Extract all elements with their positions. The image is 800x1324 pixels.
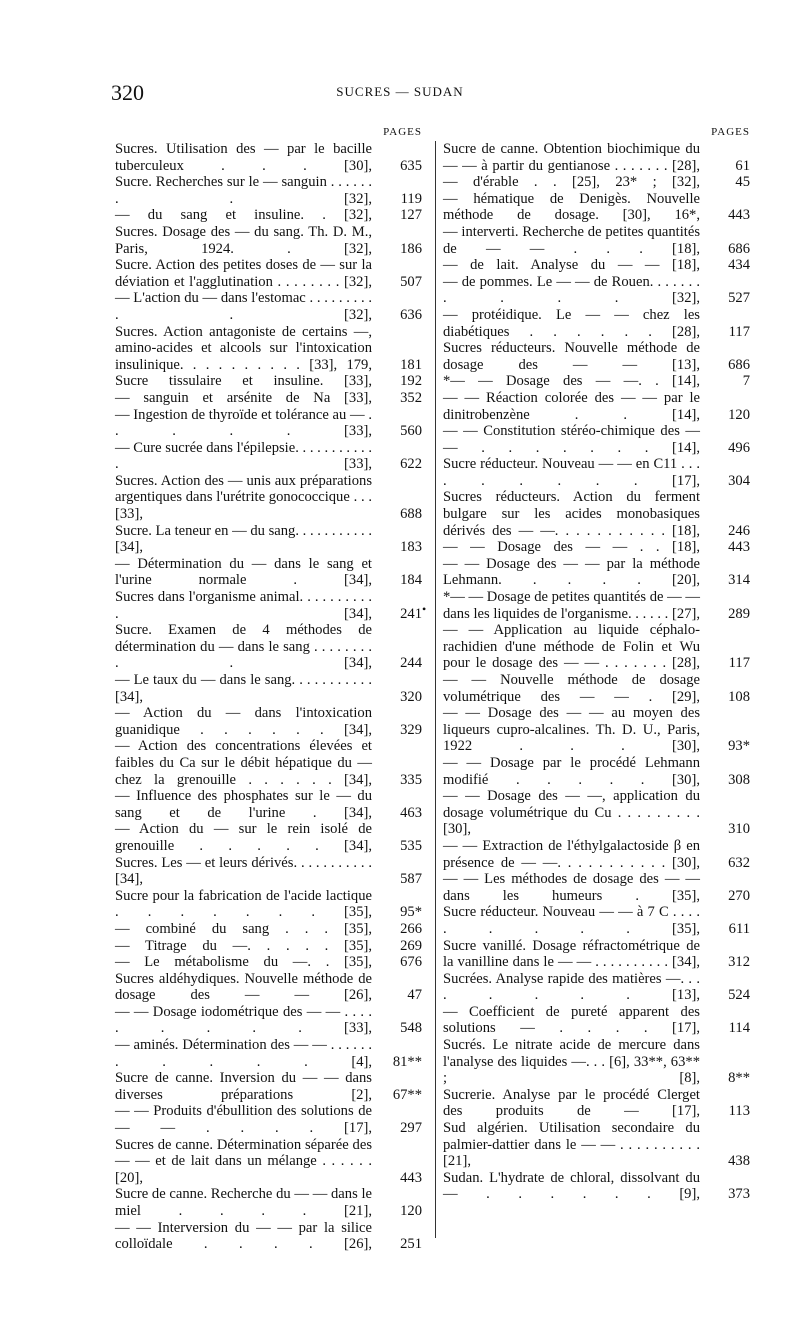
- entry-text: — — Les méthodes de dosage des — — dans les humeurs . [35],: [443, 871, 700, 904]
- entry-text: Sucre tissulaire et insuline. [33],: [115, 373, 372, 390]
- entry-page-number: 310: [728, 821, 750, 838]
- entry-page-number: 241: [400, 605, 422, 622]
- index-entry: [443, 971, 750, 1004]
- entry-page-number: 8**: [728, 1070, 750, 1087]
- entry-page-number: 434: [728, 257, 750, 274]
- index-entries: [115, 141, 422, 1253]
- entry-page-number: 524: [728, 987, 750, 1004]
- entry-text: Sucre. Action des petites doses de — sur la déviation et l'agglutination . . . . . . . . [32],: [115, 257, 372, 290]
- index-entry: [115, 407, 422, 440]
- entry-text: Sucre vanillé. Dosage réfractométrique de la vanilline dans le — — . . . . . . . . . . [34],: [443, 937, 700, 971]
- entry-text: Sucre de canne. Obtention biochimique du — — à partir du gentianose . . . . . . . [28],: [443, 141, 700, 174]
- index-entry: [115, 738, 422, 788]
- entry-text: Sucres. Action des — unis aux préparations argentiques dans l'urétrite gonococcique . . . [33],: [115, 472, 372, 523]
- entry-page-number: 622: [400, 456, 422, 473]
- column-divider: [435, 141, 436, 1238]
- index-entry: [443, 340, 750, 373]
- pages-column-label: PAGES: [711, 126, 750, 138]
- entry-page-number: 67**: [392, 1086, 422, 1103]
- entry-text: — — Nouvelle méthode de dosage volumétrique des — — . [29],: [443, 672, 700, 705]
- entry-page-number: 587: [400, 871, 422, 888]
- entry-text: *— — Dosage des — —. . [14],: [443, 373, 700, 390]
- entry-page-number: 335: [400, 771, 422, 788]
- entry-page-number: 244: [400, 655, 422, 672]
- entry-text: Sucrés. Le nitrate acide de mercure dans l'analyse des liquides —. . . [6], 33**, 63** ; [8],: [443, 1037, 700, 1087]
- pages-column-label: PAGES: [383, 126, 422, 138]
- entry-page-number: 7: [742, 373, 750, 390]
- entry-page-number: 611: [728, 920, 750, 937]
- index-entry: [443, 257, 750, 274]
- index-entry: [115, 324, 422, 374]
- entry-text: — Titrage du —. . . . . [35],: [115, 937, 372, 954]
- entry-page-number: 304: [728, 472, 750, 489]
- entry-text: — — Dosage par le procédé Lehmann modifié . . . . . [30],: [443, 754, 700, 788]
- entry-page-number: 438: [728, 1153, 750, 1170]
- index-column-right: [443, 124, 750, 1203]
- entry-text: Sucrerie. Analyse par le procédé Clerget des produits de — [17],: [443, 1086, 700, 1120]
- entry-text: *— — Dosage de petites quantités de — — dans les liquides de l'organisme. . . . . . [27],: [443, 589, 700, 622]
- entry-page-number: 314: [728, 572, 750, 589]
- index-entry: [115, 473, 422, 523]
- entry-page-number: 184: [400, 572, 422, 589]
- entry-page-number: 443: [728, 539, 750, 556]
- index-entry: [115, 672, 422, 705]
- entry-page-number: 113: [728, 1103, 750, 1120]
- entry-text: — de lait. Analyse du — — [18],: [443, 257, 700, 274]
- index-entry: [115, 855, 422, 888]
- index-entry: [115, 373, 422, 390]
- index-entry: [443, 622, 750, 672]
- entry-page-number: 289: [728, 605, 750, 622]
- entry-text: — hématique de Denigès. Nouvelle méthode de dosage. [30], 16*,: [443, 190, 700, 224]
- entry-text: Sucres. Les — et leurs dérivés. . . . . . . . . . . [34],: [115, 854, 372, 888]
- index-entry: [115, 207, 422, 224]
- index-entry: [115, 390, 422, 407]
- index-entry: [443, 274, 750, 307]
- entry-page-number: 269: [400, 937, 422, 954]
- entry-page-number: 266: [400, 920, 422, 937]
- entry-text: — Action du — dans l'intoxication guanidique . . . . . . [34],: [115, 705, 372, 738]
- index-entry: [115, 1186, 422, 1219]
- entry-page-number: 373: [728, 1186, 750, 1203]
- entry-text: — — Dosage des — — par la méthode Lehmann. . . . . [20],: [443, 555, 700, 589]
- entry-text: — Le taux du — dans le sang. . . . . . . . . . . [34],: [115, 672, 372, 705]
- entry-text: — du sang et insuline. . [32],: [115, 207, 372, 224]
- index-entry: [443, 423, 750, 456]
- entry-page-number: 120: [400, 1203, 422, 1219]
- entry-text: Sucres de canne. Détermination séparée des — — et de lait dans un mélange . . . . . . [20],: [115, 1136, 372, 1186]
- index-entry: [115, 821, 422, 854]
- index-entry: [443, 141, 750, 174]
- entry-text: — combiné du sang . . . [35],: [115, 920, 372, 937]
- entry-page-number: 548: [400, 1020, 422, 1037]
- entry-page-number: 45: [735, 174, 750, 191]
- index-entry: [443, 871, 750, 904]
- index-entry: [443, 224, 750, 257]
- margin-mark: •: [422, 602, 427, 616]
- entry-text: Sucres dans l'organisme animal. . . . . . . . . . . [34],: [115, 589, 372, 622]
- entry-text: Sucres. Action antagoniste de certains —, amino-acides et alcools sur l'intoxication insulinique. . . . . . . . . . [33], 179,: [115, 323, 372, 373]
- entry-page-number: 114: [728, 1020, 750, 1037]
- entry-text: — — Dosage des — —, application du dosage volumétrique du Cu . . . . . . . . . [30],: [443, 788, 700, 838]
- index-entry: [443, 1037, 750, 1087]
- index-entries: [443, 141, 750, 1203]
- entry-page-number: 308: [728, 771, 750, 788]
- entry-text: — L'action du — dans l'estomac . . . . . . . . . . . [32],: [115, 290, 372, 323]
- entry-text: — — Extraction de l'éthylgalactoside β en présence de — —. . . . . . . . . . . [30],: [443, 837, 700, 871]
- entry-page-number: 463: [400, 804, 422, 821]
- index-entry: [443, 904, 750, 937]
- entry-page-number: 352: [400, 389, 422, 406]
- entry-page-number: 443: [400, 1169, 422, 1186]
- index-entry: [443, 1087, 750, 1120]
- entry-text: Sucre de canne. Recherche du — — dans le miel . . . . [21],: [115, 1186, 372, 1219]
- entry-text: — Action du — sur le rein isolé de grenouille . . . . . [34],: [115, 821, 372, 854]
- entry-text: Sucres réducteurs. Nouvelle méthode de dosage des — — [13],: [443, 340, 700, 373]
- entry-page-number: 95*: [400, 904, 422, 921]
- entry-text: — Le métabolisme du —. . [35],: [115, 954, 372, 971]
- entry-text: — — Dosage des — — . . [18],: [443, 539, 700, 556]
- entry-text: Sucre. Recherches sur le — sanguin . . . . . . . . [32],: [115, 174, 372, 207]
- index-entry: [443, 390, 750, 423]
- entry-page-number: 47: [407, 987, 422, 1004]
- entry-page-number: 443: [728, 207, 750, 224]
- index-entry: [115, 705, 422, 738]
- entry-text: Sucre pour la fabrication de l'acide lactique . . . . . . . [35],: [115, 887, 372, 921]
- entry-page-number: 117: [728, 655, 750, 672]
- index-entry: [443, 838, 750, 871]
- index-entry: [443, 755, 750, 788]
- entry-page-number: 496: [728, 439, 750, 456]
- entry-text: — — Produits d'ébullition des solutions de — — . . . . [17],: [115, 1103, 372, 1137]
- entry-text: — d'érable . . [25], 23* ; [32],: [443, 174, 700, 191]
- index-entry: [115, 1103, 422, 1136]
- entry-text: — aminés. Détermination des — — . . . . . . . . . . . [4],: [115, 1037, 372, 1070]
- entry-page-number: 93*: [728, 738, 750, 755]
- index-entry: [115, 174, 422, 207]
- entry-page-number: 688: [400, 506, 422, 523]
- entry-text: — sanguin et arsénite de Na [33],: [115, 389, 372, 406]
- entry-page-number: 270: [728, 887, 750, 904]
- entry-text: — de pommes. Le — — de Rouen. . . . . . . . . . . [32],: [443, 273, 700, 307]
- index-entry: [443, 307, 750, 340]
- entry-page-number: 119: [400, 190, 422, 207]
- index-entry: [443, 672, 750, 705]
- index-entry: [443, 191, 750, 224]
- entry-text: — Détermination du — dans le sang et l'urine normale . [34],: [115, 555, 372, 589]
- entry-text: Sucre réducteur. Nouveau — — en C11 . . . . . . . . . [17],: [443, 456, 700, 489]
- index-entry: [443, 489, 750, 539]
- index-entry: [443, 938, 750, 971]
- entry-page-number: 686: [728, 356, 750, 373]
- index-entry: [443, 373, 750, 390]
- entry-text: Sucres aldéhydiques. Nouvelle méthode de dosage des — — [26],: [115, 970, 372, 1004]
- index-entry: [443, 556, 750, 589]
- index-entry: [115, 556, 422, 589]
- entry-text: — — Dosage iodométrique des — — . . . . . . . . . [33],: [115, 1003, 372, 1037]
- entry-text: Sucres réducteurs. Action du ferment bulgare sur les acides monobasiques dérivés des — —. . . . . . . . . . . [18],: [443, 489, 700, 539]
- entry-page-number: 507: [400, 273, 422, 290]
- entry-page-number: 636: [400, 306, 422, 323]
- running-head: SUCRES — SUDAN: [336, 84, 464, 99]
- entry-page-number: 81**: [392, 1053, 422, 1070]
- index-entry: [115, 1137, 422, 1187]
- index-entry: [115, 921, 422, 938]
- index-entry: [115, 290, 422, 323]
- index-entry: [115, 257, 422, 290]
- index-entry: [115, 1220, 422, 1253]
- entry-text: — — Application au liquide céphalo-rachidien d'une méthode de Folin et Wu pour le dosage des — — . . . . . . . [28],: [443, 622, 700, 672]
- index-entry: [443, 705, 750, 755]
- entry-text: Sucre réducteur. Nouveau — — à 7 C . . . . . . . . . [35],: [443, 904, 700, 937]
- index-entry: [443, 1170, 750, 1203]
- entry-page-number: 297: [400, 1120, 422, 1137]
- index-entry: [443, 456, 750, 489]
- index-entry: [115, 954, 422, 971]
- entry-text: — Ingestion de thyroïde et tolérance au — . . . . . [33],: [115, 406, 372, 440]
- index-entry: [115, 1004, 422, 1037]
- index-entry: [115, 224, 422, 257]
- entry-page-number: 186: [400, 240, 422, 257]
- index-entry: [115, 141, 422, 174]
- entry-page-number: 560: [400, 423, 422, 440]
- entry-text: Sud algérien. Utilisation secondaire du palmier-dattier dans le — — . . . . . . . . . . [21],: [443, 1120, 700, 1170]
- index-entry: [443, 1004, 750, 1037]
- entry-text: — — Dosage des — — au moyen des liqueurs cupro-alcalines. Th. D. U., Paris, 1922 . . . [30],: [443, 705, 700, 755]
- entry-text: Sucres. Utilisation des — par le bacille tuberculeux . . . [30],: [115, 141, 372, 174]
- index-entry: [443, 1120, 750, 1170]
- index-entry: [115, 788, 422, 821]
- entry-page-number: 635: [400, 157, 422, 174]
- entry-text: — interverti. Recherche de petites quantités de — — . . . [18],: [443, 223, 700, 257]
- entry-page-number: 676: [400, 954, 422, 971]
- index-entry: [443, 589, 750, 622]
- index-entry: [115, 971, 422, 1004]
- index-entry: [115, 938, 422, 955]
- entry-text: — Action des concentrations élevées et faibles du Ca sur le débit hépatique du — chez la grenouille . . . . . . [34],: [115, 738, 372, 788]
- page-number: 320: [111, 80, 144, 105]
- entry-page-number: 127: [400, 207, 422, 224]
- index-entry: [443, 788, 750, 838]
- entry-page-number: 535: [400, 837, 422, 854]
- entry-page-number: 246: [728, 522, 750, 539]
- entry-text: Sucrées. Analyse rapide des matières —. . . . . . . . [13],: [443, 970, 700, 1004]
- entry-text: — Cure sucrée dans l'épilepsie. . . . . . . . . . . . [33],: [115, 439, 372, 473]
- entry-page-number: 120: [728, 406, 750, 423]
- index-entry: [115, 440, 422, 473]
- entry-text: — — Interversion du — — par la silice colloïdale . . . . [26],: [115, 1219, 372, 1253]
- entry-text: — — Constitution stéréo-chimique des — — . . . . . . . [14],: [443, 423, 700, 456]
- entry-text: — Coefficient de pureté apparent des solutions — . . . . [17],: [443, 1003, 700, 1037]
- index-entry: [115, 589, 422, 622]
- entry-page-number: 329: [400, 721, 422, 738]
- entry-page-number: 251: [400, 1236, 422, 1253]
- entry-page-number: 192: [400, 373, 422, 390]
- entry-page-number: 686: [728, 240, 750, 257]
- index-column-left: [115, 124, 422, 1253]
- index-entry: [443, 174, 750, 191]
- entry-page-number: 181: [400, 356, 422, 373]
- entry-page-number: 527: [728, 290, 750, 307]
- entry-text: — — Réaction colorée des — — par le dinitrobenzène . . [14],: [443, 389, 700, 423]
- entry-page-number: 183: [400, 539, 422, 556]
- entry-text: Sudan. L'hydrate de chloral, dissolvant du — . . . . . . [9],: [443, 1169, 700, 1203]
- entry-text: Sucre. La teneur en — du sang. . . . . . . . . . . [34],: [115, 522, 372, 556]
- index-entry: [443, 539, 750, 556]
- entry-text: — protéidique. Le — — chez les diabétiques . . . . . . [28],: [443, 306, 700, 340]
- entry-page-number: 117: [728, 323, 750, 340]
- entry-page-number: 312: [728, 954, 750, 971]
- entry-text: Sucres. Dosage des — du sang. Th. D. M., Paris, 1924. . [32],: [115, 223, 372, 257]
- index-entry: [115, 888, 422, 921]
- entry-page-number: 320: [400, 688, 422, 705]
- entry-page-number: 108: [728, 688, 750, 705]
- entry-page-number: 61: [735, 157, 750, 174]
- entry-text: — Influence des phosphates sur le — du sang et de l'urine . [34],: [115, 788, 372, 821]
- index-entry: [115, 523, 422, 556]
- index-entry: [115, 622, 422, 672]
- index-entry: [115, 1037, 422, 1070]
- index-entry: [115, 1070, 422, 1103]
- entry-text: Sucre de canne. Inversion du — — dans diverses préparations [2],: [115, 1070, 372, 1103]
- entry-text: Sucre. Examen de 4 méthodes de détermination du — dans le sang . . . . . . . . . . [34],: [115, 622, 372, 672]
- entry-page-number: 632: [728, 854, 750, 871]
